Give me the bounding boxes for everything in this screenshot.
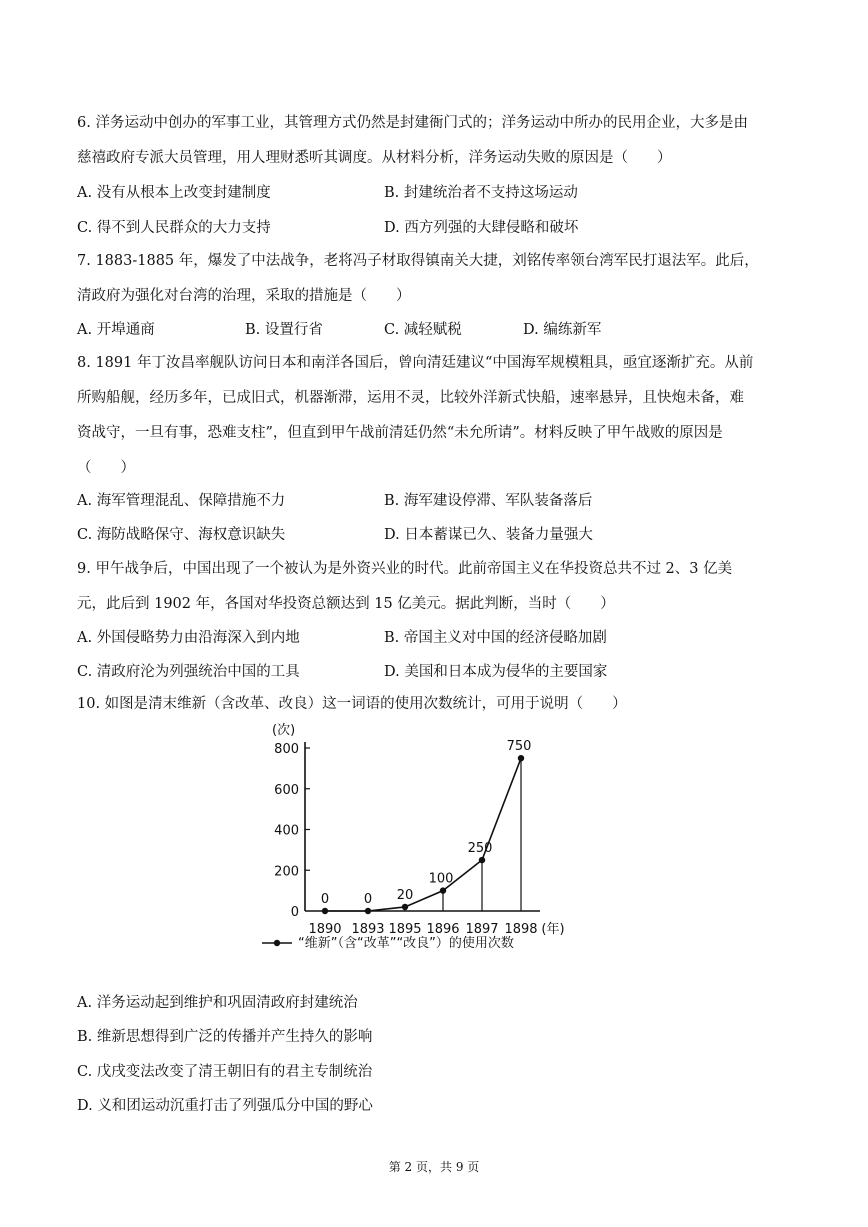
question-10 xyxy=(77,687,787,722)
question-6-option-a[interactable]: A. 没有从根本上改变封建制度 xyxy=(77,185,271,201)
question-10-option-d[interactable]: D. 义和团运动沉重打击了列强瓜分中国的野心 xyxy=(77,1098,373,1114)
y-tick-label: 400 xyxy=(274,823,299,839)
x-tick-label: 1898 xyxy=(504,922,538,937)
y-tick-label: 0 xyxy=(290,905,299,920)
question-6-line-1: 6. 洋务运动中创办的军事工业，其管理方式仍然是封建衙门式的；洋务运动中所办的民用企业，大多是由 xyxy=(77,115,748,131)
question-7-option-b[interactable]: B. 设置行省 xyxy=(245,322,323,338)
page-footer: 第 2 页，共 9 页 xyxy=(388,1160,480,1174)
usage-count-chart xyxy=(250,718,610,958)
question-9-options-row-2 xyxy=(0,655,868,690)
question-7-option-c[interactable]: C. 减轻赋税 xyxy=(384,322,462,338)
question-8-option-b[interactable]: B. 海军建设停滞、军队装备落后 xyxy=(384,493,593,509)
question-10-option-a[interactable]: A. 洋务运动起到维护和巩固清政府封建统治 xyxy=(77,995,358,1011)
question-7-line-1: 7. 1883-1885 年，爆发了中法战争，老将冯子材取得镇南关大捷，刘铭传率领台湾军民打退法军。此后， xyxy=(77,253,759,269)
y-tick-label: 200 xyxy=(274,864,299,880)
question-8-option-c[interactable]: C. 海防战略保守、海权意识缺失 xyxy=(77,527,286,543)
x-tick-label: 1897 xyxy=(465,922,499,937)
question-6-options-row-2 xyxy=(0,211,868,246)
question-9-options-row-1 xyxy=(0,621,868,656)
question-9-option-c[interactable]: C. 清政府沦为列强统治中国的工具 xyxy=(77,664,300,680)
legend-marker xyxy=(274,940,280,946)
question-7-option-d[interactable]: D. 编练新军 xyxy=(523,322,602,338)
series-line xyxy=(325,758,521,911)
question-6-line-2: 慈禧政府专派大员管理，用人理财悉听其调度。从材料分析，洋务运动失败的原因是（ ） xyxy=(77,150,672,166)
data-label: 0 xyxy=(320,892,330,907)
data-point xyxy=(440,887,446,893)
question-7-option-a[interactable]: A. 开埠通商 xyxy=(77,322,155,338)
question-6-option-c[interactable]: C. 得不到人民群众的大力支持 xyxy=(77,220,271,236)
data-point xyxy=(322,908,328,914)
question-10-line-1: 10. 如图是清末维新（含改革、改良）这一词语的使用次数统计，可用于说明（ ） xyxy=(77,696,627,712)
question-10-option-c[interactable]: C. 戊戌变法改变了清王朝旧有的君主专制统治 xyxy=(77,1064,373,1080)
question-6 xyxy=(77,106,787,176)
question-9-line-2: 元，此后到 1902 年，各国对华投资总额达到 15 亿美元。据此判断，当时（ ） xyxy=(77,596,615,612)
x-tick-label: 1895 xyxy=(388,922,422,937)
x-tick-label: 1893 xyxy=(351,922,385,937)
data-point xyxy=(479,857,485,863)
y-tick-label: 800 xyxy=(274,742,299,757)
x-tick-label: 1896 xyxy=(426,922,460,937)
question-9-line-1: 9. 甲午战争后，中国出现了一个被认为是外资兴业的时代。此前帝国主义在华投资总共不过 2、3 亿美 xyxy=(77,561,733,577)
question-6-option-d[interactable]: D. 西方列强的大肆侵略和破坏 xyxy=(384,220,579,236)
question-7-options-row xyxy=(0,313,868,348)
x-tick-label: 1890 xyxy=(308,922,342,937)
question-8-line-4: （ ） xyxy=(77,460,135,476)
question-8-option-a[interactable]: A. 海军管理混乱、保障措施不力 xyxy=(77,493,286,509)
question-8 xyxy=(77,346,787,486)
question-6-option-b[interactable]: B. 封建统治者不支持这场运动 xyxy=(384,185,578,201)
question-8-options-row-2 xyxy=(0,518,868,553)
question-8-option-d[interactable]: D. 日本蓄谋已久、装备力量强大 xyxy=(384,527,593,543)
data-label: 250 xyxy=(467,841,493,857)
y-axis-label: (次) xyxy=(272,723,296,738)
question-8-options-row-1 xyxy=(0,484,868,519)
question-9-option-d[interactable]: D. 美国和日本成为侵华的主要国家 xyxy=(384,664,608,680)
question-10-option-b[interactable]: B. 维新思想得到广泛的传播并产生持久的影响 xyxy=(77,1029,373,1045)
x-axis-label: (年) xyxy=(541,922,565,937)
question-9-option-a[interactable]: A. 外国侵略势力由沿海深入到内地 xyxy=(77,630,300,646)
question-8-line-2: 所购船舰，经历多年，已成旧式，机器渐滞，运用不灵，比较外洋新式快船，速率悬异，且快炮未备，难 xyxy=(77,390,744,406)
question-7-line-2: 清政府为强化对台湾的治理，采取的措施是（ ） xyxy=(77,288,411,304)
question-9-option-b[interactable]: B. 帝国主义对中国的经济侵略加剧 xyxy=(384,630,607,646)
data-label: 100 xyxy=(428,871,454,887)
question-8-line-3: 资战守，一旦有事，恐难支柱”，但直到甲午战前清廷仍然“未允所请”。材料反映了甲午战败的原因是 xyxy=(77,425,723,441)
data-label: 20 xyxy=(396,887,414,903)
data-label: 0 xyxy=(363,892,373,907)
question-7 xyxy=(77,244,787,314)
data-point xyxy=(365,908,371,914)
question-9 xyxy=(77,552,787,622)
question-6-options-row-1 xyxy=(0,176,868,211)
data-point xyxy=(402,904,408,910)
data-label: 750 xyxy=(506,739,532,755)
question-8-line-1: 8. 1891 年丁汝昌率舰队访问日本和南洋各国后，曾向清廷建议“中国海军规模粗具，亟宜逐渐扩充。从前 xyxy=(77,355,754,371)
legend-label: “维新”（含“改革”“改良”）的使用次数 xyxy=(298,936,514,951)
y-tick-label: 600 xyxy=(274,782,299,798)
data-point xyxy=(518,755,524,761)
